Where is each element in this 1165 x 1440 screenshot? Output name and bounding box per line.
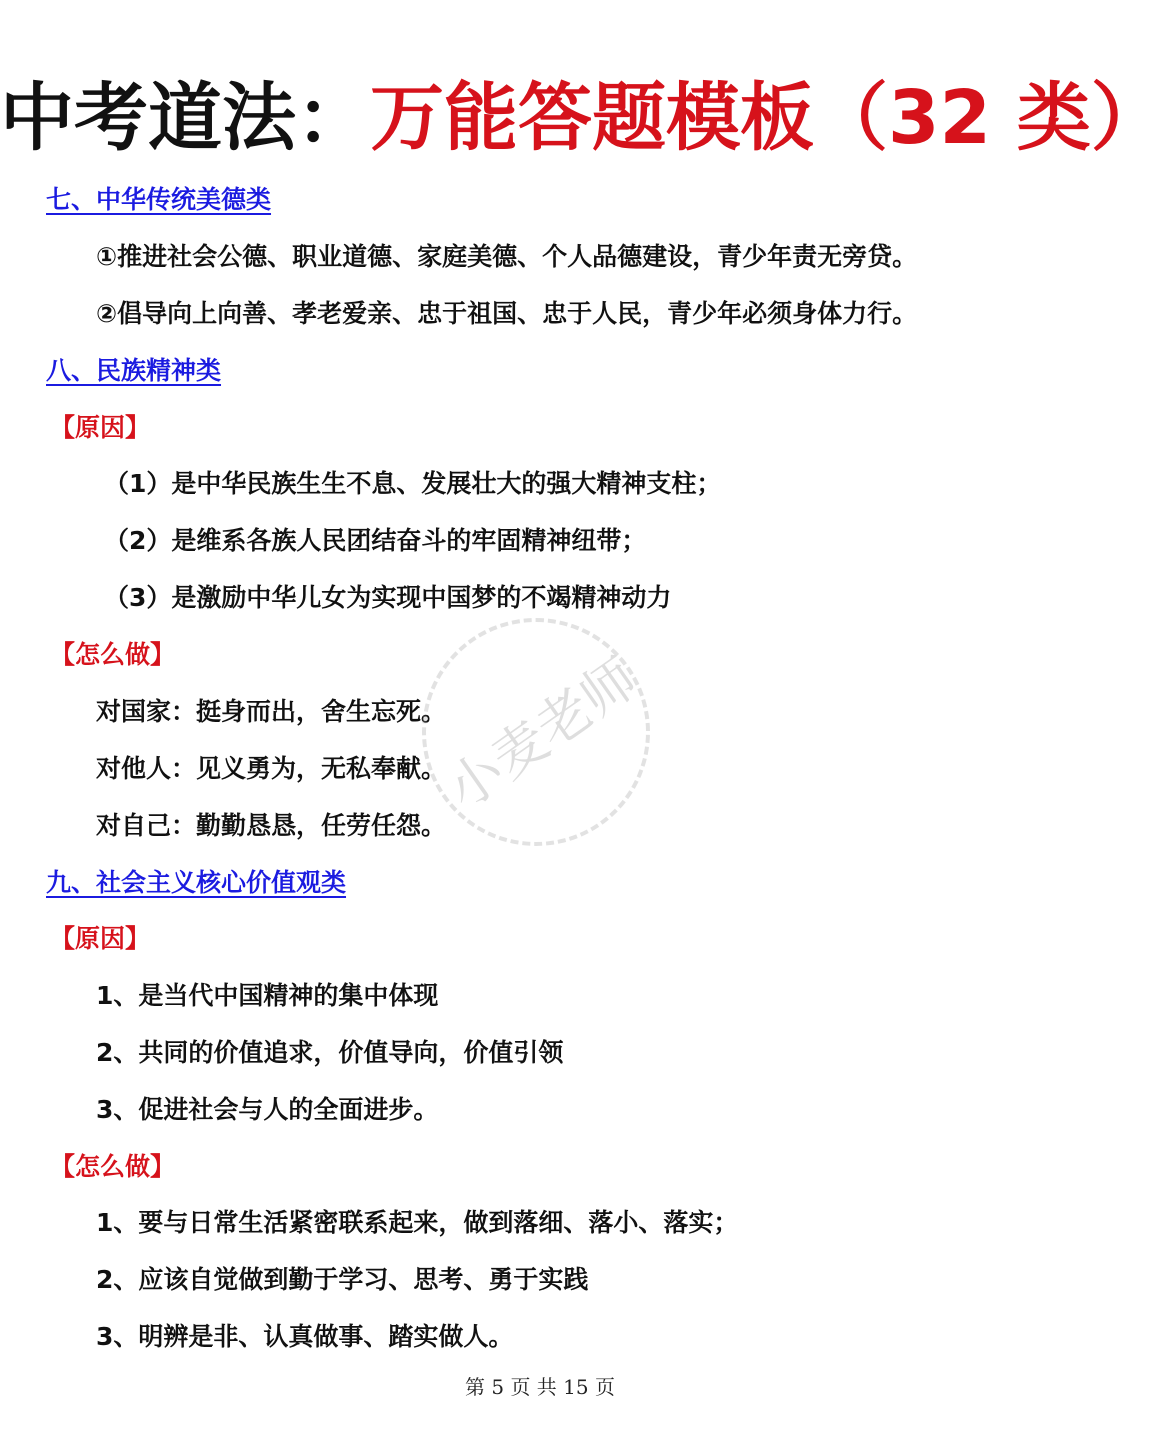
section-heading-national-spirit: 八、民族精神类 [46,356,222,385]
list-item: 对他人：见义勇为，无私奉献。 [96,754,447,783]
page-title [0,70,1165,166]
list-item: 对自己：勤勤恳恳，任劳任怨。 [96,811,447,840]
list-item: （3）是激励中华儿女为实现中国梦的不竭精神动力 [104,583,672,612]
watermark-text: 小麦老师 [435,646,649,822]
list-item: 1、要与日常生活紧密联系起来，做到落细、落小、落实； [96,1208,739,1237]
reason-tag: 【原因】 [50,413,151,442]
section-heading-core-values: 九、社会主义核心价值观类 [46,868,347,897]
title-part-red: 万能答题模板（32 类） [370,75,1165,161]
list-item: （1）是中华民族生生不息、发展壮大的强大精神支柱； [104,469,722,498]
section-heading-traditional-virtues: 七、中华传统美德类 [46,185,272,214]
list-item: 1、是当代中国精神的集中体现 [96,981,439,1010]
list-item: 3、明辨是非、认真做事、踏实做人。 [96,1322,514,1351]
howto-tag: 【怎么做】 [50,1152,176,1181]
reason-tag: 【原因】 [50,924,151,953]
title-part-black: 中考道法： [0,75,370,161]
howto-tag: 【怎么做】 [50,640,176,669]
list-item: 对国家：挺身而出，舍生忘死。 [96,697,447,726]
list-item: 3、促进社会与人的全面进步。 [96,1095,439,1124]
list-item: 2、共同的价值追求，价值导向，价值引领 [96,1038,564,1067]
list-item: ①推进社会公德、职业道德、家庭美德、个人品德建设，青少年责无旁贷。 [96,242,918,271]
list-item: 2、应该自觉做到勤于学习、思考、勇于实践 [96,1265,589,1294]
page-number-footer: 第 5 页 共 15 页 [465,1375,615,1399]
watermark-ring [422,618,650,846]
list-item: （2）是维系各族人民团结奋斗的牢固精神纽带； [104,526,647,555]
list-item: ②倡导向上向善、孝老爱亲、忠于祖国、忠于人民，青少年必须身体力行。 [96,299,918,328]
